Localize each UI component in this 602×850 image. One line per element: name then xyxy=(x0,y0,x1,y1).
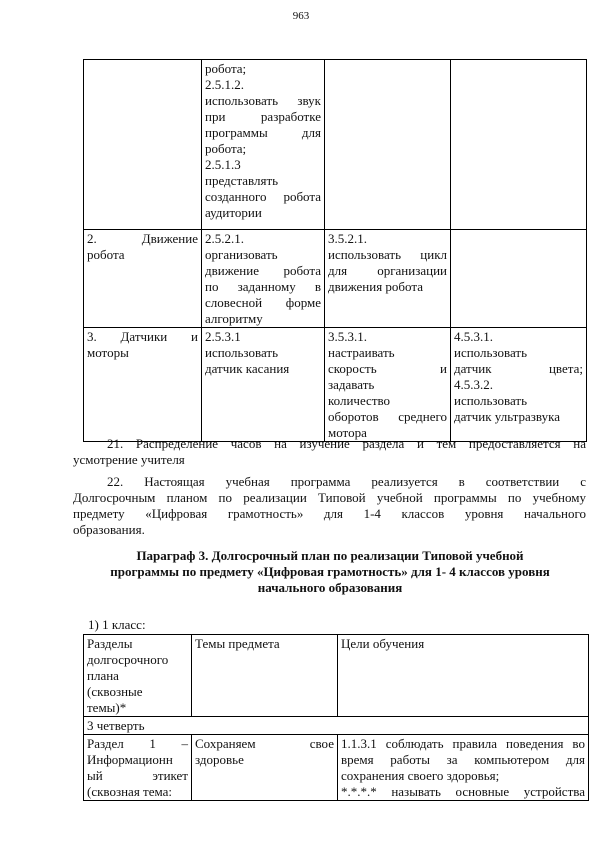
cell-line: 4.5.3.2. xyxy=(454,377,493,392)
table-header-row xyxy=(84,635,589,717)
table-cell xyxy=(202,230,325,328)
table-row xyxy=(84,735,589,801)
paragraph-21-line: 21. Распределение часов на изучение раздела и тем предоставляется на xyxy=(107,436,586,451)
paragraph-22-line: образования. xyxy=(73,522,145,537)
table-cell xyxy=(202,60,325,230)
cell-line: датчик ультразвука xyxy=(454,409,560,424)
cell-line: робота; xyxy=(205,141,247,156)
cell-line: датчик касания xyxy=(205,361,290,376)
cell-line: по заданному в xyxy=(205,279,321,294)
cell-line: 4.5.3.1. xyxy=(454,329,493,344)
table-cell xyxy=(325,230,451,328)
goals-table-continued xyxy=(83,59,587,442)
cell-line: 2. Движение xyxy=(87,231,198,246)
cell-line: робота xyxy=(87,247,125,262)
cell-line: для организации xyxy=(328,263,447,278)
cell-line: 2.5.1.3 xyxy=(205,157,241,172)
table-cell xyxy=(325,60,451,230)
table-cell xyxy=(451,328,587,442)
paragraph-22 xyxy=(73,474,586,538)
cell-line: движения робота xyxy=(328,279,423,294)
cell-line: использовать xyxy=(205,345,278,360)
section-cell: Раздел 1 – Информационн ый этикет (сквозная тема: xyxy=(84,735,192,801)
cell-line: скорость и xyxy=(328,361,447,376)
cell-line: задавать xyxy=(328,377,375,392)
page-number: 963 xyxy=(292,10,310,22)
cell-line: созданного робота xyxy=(205,189,321,204)
goals-cell: 1.1.3.1 соблюдать правила поведения во время работы за компьютером для сохранения своего здоровья; *.*.*.* называть основные устройства xyxy=(338,735,589,801)
header-goals: Цели обучения xyxy=(338,635,589,717)
cell-line: 3. Датчики и xyxy=(87,329,198,344)
section-heading xyxy=(60,548,600,596)
paragraph-21 xyxy=(73,436,586,468)
paragraph-22-line: предмету «Цифровая грамотность» для 1-4 классов уровня начального xyxy=(73,506,586,521)
cell-line: 2.5.1.2. xyxy=(205,77,244,92)
table-row xyxy=(84,60,587,230)
cell-line: 2.5.3.1 xyxy=(205,329,241,344)
cell-line: организовать xyxy=(205,247,278,262)
table-row xyxy=(84,230,587,328)
paragraph-21-line: усмотрение учителя xyxy=(73,452,185,467)
cell-line: аудитории xyxy=(205,205,262,220)
table-cell xyxy=(451,60,587,230)
header-sections: Разделы долгосрочного плана (сквозные темы)* xyxy=(84,635,192,717)
cell-line: мотора xyxy=(328,425,367,440)
heading-line: Параграф 3. Долгосрочный план по реализации Типовой учебной xyxy=(136,548,524,563)
cell-line: 2.5.2.1. xyxy=(205,231,244,246)
table-cell xyxy=(84,60,202,230)
heading-line: программы по предмету «Цифровая грамотность» для 1- 4 классов уровня xyxy=(110,564,550,579)
grade-subheading: 1) 1 класс: xyxy=(88,617,146,632)
cell-line: робота; xyxy=(205,61,247,76)
table-cell xyxy=(451,230,587,328)
topic-cell: Сохраняем свое здоровье xyxy=(192,735,338,801)
table-cell xyxy=(84,230,202,328)
cell-line: при разработке xyxy=(205,109,321,124)
paragraph-22-line: 22. Настоящая учебная программа реализуется в соответствии с xyxy=(107,474,586,489)
cell-line: настраивать xyxy=(328,345,395,360)
cell-line: словесной форме xyxy=(205,295,321,310)
cell-line: использовать цикл xyxy=(328,247,447,262)
table-cell xyxy=(84,328,202,442)
paragraph-22-line: Долгосрочным планом по реализации Типовой учебной программы по учебному xyxy=(73,490,586,505)
quarter-row xyxy=(84,717,589,735)
long-term-plan-table xyxy=(83,634,589,801)
header-topics: Темы предмета xyxy=(192,635,338,717)
heading-line: начального образования xyxy=(257,580,403,595)
cell-line: оборотов среднего xyxy=(328,409,447,424)
cell-line: представлять xyxy=(205,173,279,188)
cell-line: использовать звук xyxy=(205,93,321,108)
table-row xyxy=(84,328,587,442)
cell-line: использовать xyxy=(454,393,527,408)
cell-line: датчик цвета; xyxy=(454,361,583,376)
quarter-label: 3 четверть xyxy=(84,717,589,735)
cell-line: количество xyxy=(328,393,391,408)
cell-line: 3.5.2.1. xyxy=(328,231,367,246)
table-cell xyxy=(202,328,325,442)
cell-line: программы для xyxy=(205,125,321,140)
cell-line: использовать xyxy=(454,345,527,360)
cell-line: моторы xyxy=(87,345,129,360)
cell-line: движение робота xyxy=(205,263,321,278)
cell-line: алгоритму xyxy=(205,311,263,326)
cell-line: 3.5.3.1. xyxy=(328,329,367,344)
table-cell xyxy=(325,328,451,442)
